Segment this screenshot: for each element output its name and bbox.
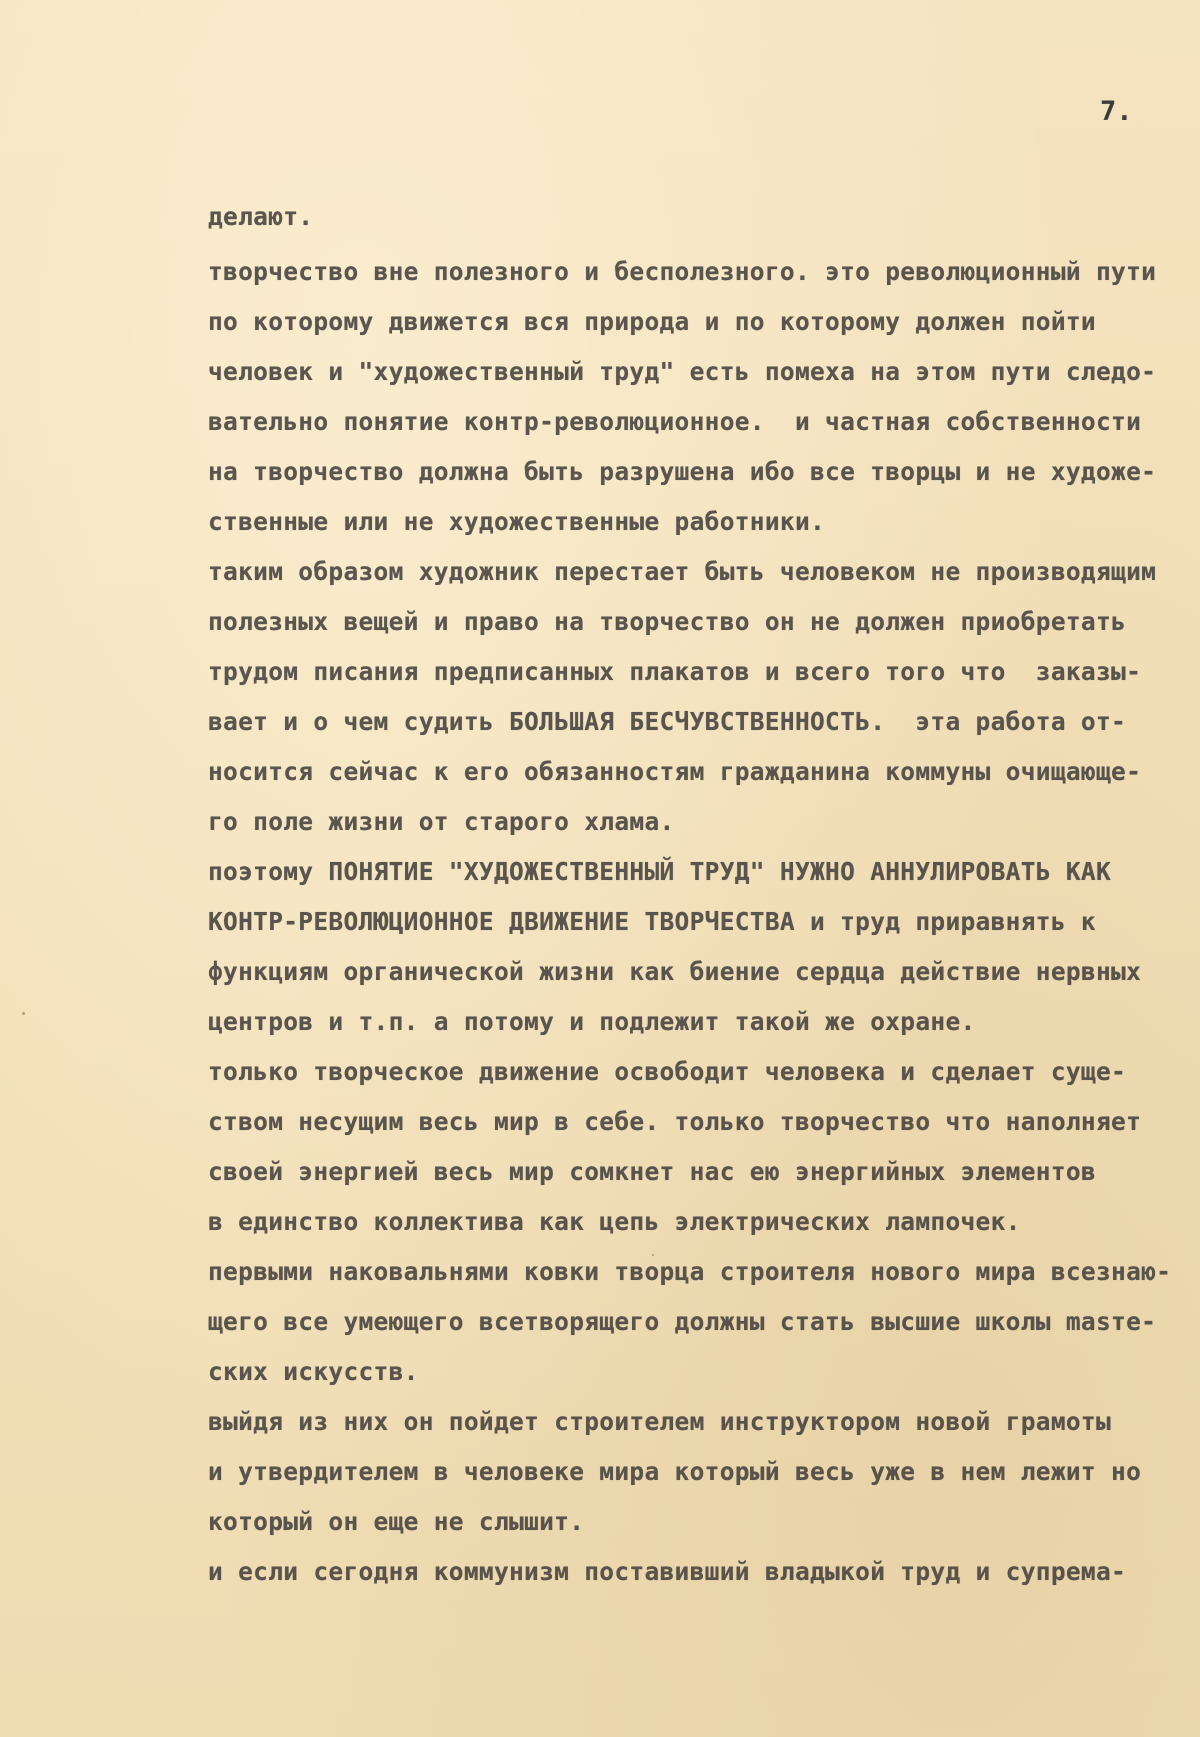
text-line-11: вает и о чем судить БОЛЬШАЯ БЕСЧУВСТВЕННОСТЬ. эта работа от- [208, 707, 1127, 736]
text-line-21: в единство коллектива как цепь электрических лампочек. [208, 1207, 1021, 1236]
text-line-10: трудом писания предписанных плакатов и всего того что заказы- [208, 657, 1142, 686]
text-line-2: творчество вне полезного и бесполезного. это революционный пути [208, 257, 1157, 286]
text-line-23: щего все умеющего всетворящего должны стать высшие школы masтe- [208, 1307, 1157, 1336]
text-line-19: ством несущим весь мир в себе. только творчество что наполняет [208, 1107, 1142, 1136]
text-line-27: который он еще не слышит. [208, 1507, 585, 1536]
text-line-1: делают. [208, 202, 314, 231]
text-line-8: таким образом художник перестает быть человеком не производящим [208, 557, 1157, 586]
text-line-26: и утвердителем в человеке мира который весь уже в нем лежит но [208, 1457, 1142, 1486]
text-line-16: функциям органической жизни как биение сердца действие нервных [208, 957, 1142, 986]
text-line-24: ских искусств. [208, 1357, 419, 1386]
text-line-14: поэтому ПОНЯТИЕ "ХУДОЖЕСТВЕННЫЙ ТРУД" НУЖНО АННУЛИРОВАТЬ КАК [208, 857, 1112, 886]
text-line-7: ственные или не художественные работники. [208, 507, 826, 536]
text-line-17: центров и т.п. а потому и подлежит такой же охране. [208, 1007, 976, 1036]
text-line-20: своей энергией весь мир сомкнет нас ею энергийных элементов [208, 1157, 1096, 1186]
text-line-4: человек и "художественный труд" есть помеха на этом пути следо- [208, 357, 1157, 386]
paper-speck [652, 1254, 654, 1256]
text-line-15: КОНТР-РЕВОЛЮЦИОННОЕ ДВИЖЕНИЕ ТВОРЧЕСТВА и труд приравнять к [208, 907, 1096, 936]
text-line-6: на творчество должна быть разрушена ибо все творцы и не художе- [208, 457, 1157, 486]
text-line-25: выйдя из них он пойдет строителем инструктором новой грамоты [208, 1407, 1112, 1436]
paper-speck [22, 1012, 25, 1015]
text-line-12: носится сейчас к его обязанностям гражданина коммуны очищающе- [208, 757, 1142, 786]
text-line-9: полезных вещей и право на творчество он не должен приобретать [208, 607, 1127, 636]
text-line-18: только творческое движение освободит человека и сделает суще- [208, 1057, 1127, 1086]
text-line-13: го поле жизни от старого хлама. [208, 807, 675, 836]
page-number: 7. [1100, 96, 1133, 127]
text-line-22: первыми наковальнями ковки творца строителя нового мира всезнаю- [208, 1257, 1172, 1286]
text-line-5: вательно понятие контр-революционное. и частная собственности [208, 407, 1142, 436]
text-line-28: и если сегодня коммунизм поставивший владыкой труд и супрема- [208, 1557, 1127, 1586]
text-line-3: по которому движется вся природа и по которому должен пойти [208, 307, 1096, 336]
